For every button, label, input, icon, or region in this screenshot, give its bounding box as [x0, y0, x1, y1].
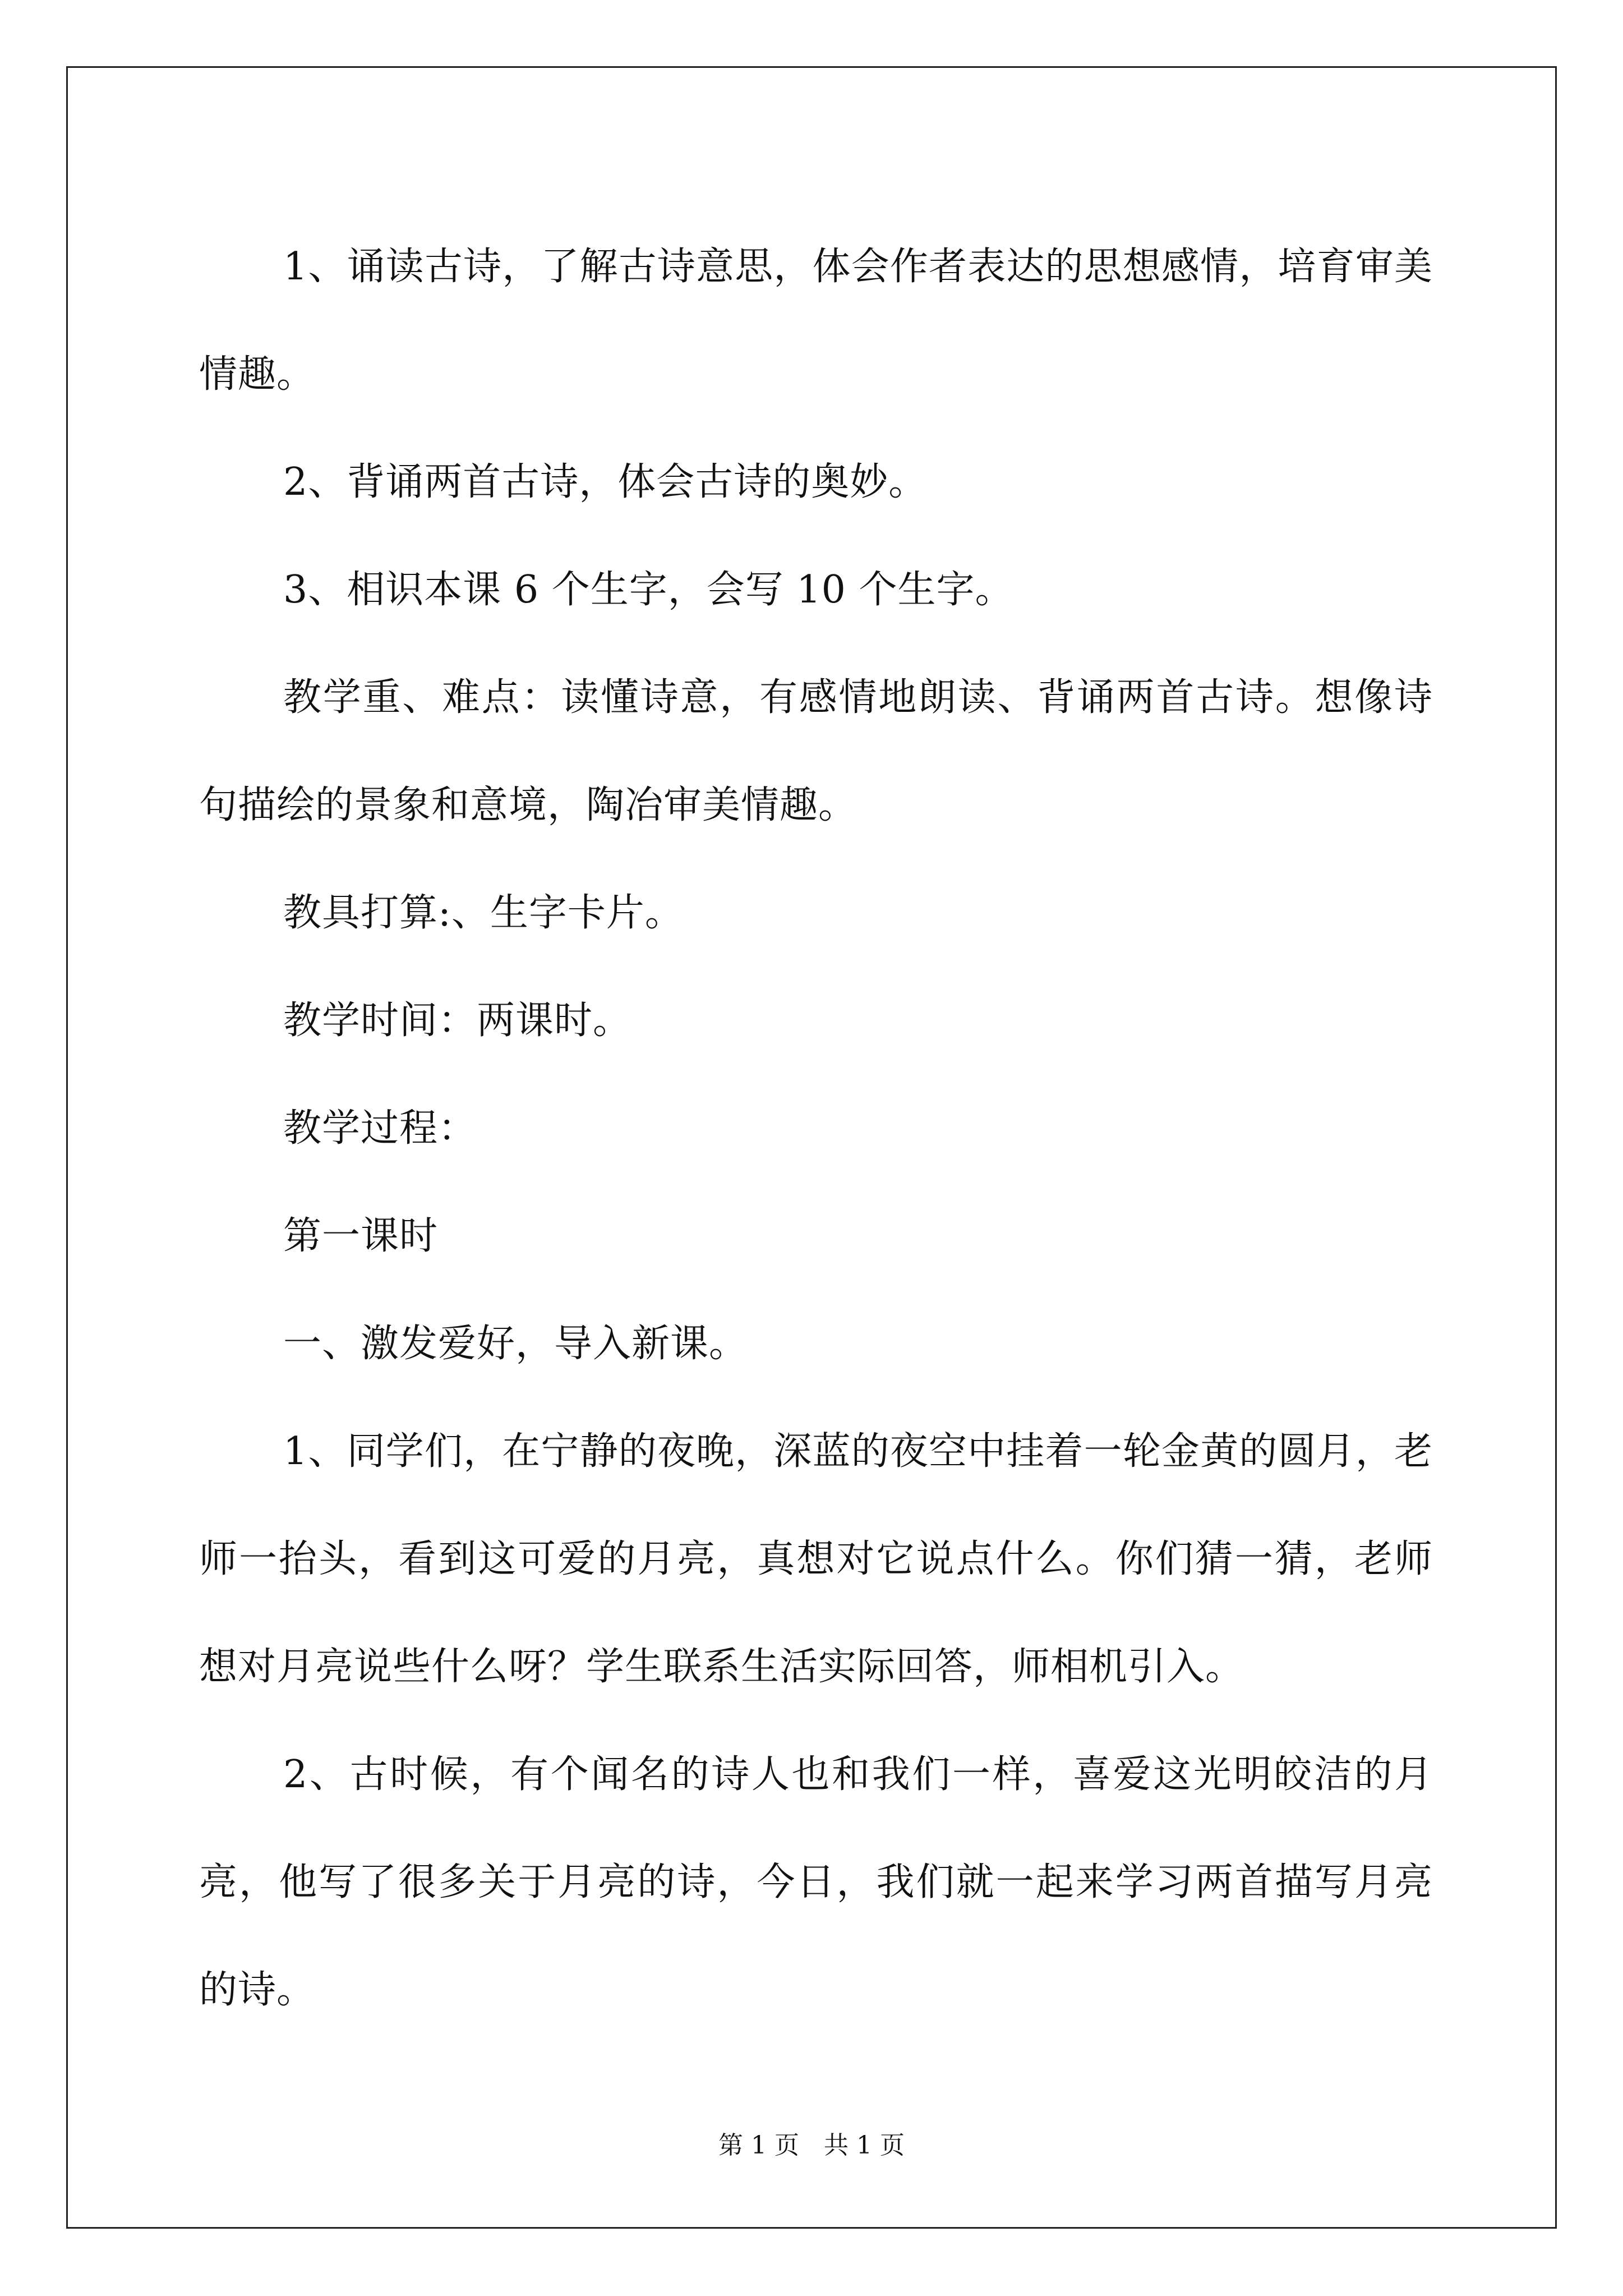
paragraph-objective-2: 2、背诵两首古诗，体会古诗的奥妙。 [283, 460, 928, 504]
paragraph-objective-3: 3、相识本课 6 个生字，会写 10 个生字。 [283, 568, 1014, 612]
paragraph-intro-1: 1、同学们，在宁静的夜晚，深蓝的夜空中挂着一轮金黄的圆月，老师一抬头，看到这可爱的月亮，真想对它说点什么。你们猜一猜，老师想对月亮说些什么呀？学生联系生活实际回答，师相机引入。 [199, 1429, 1433, 1689]
paragraph-section-one: 一、激发爱好，导入新课。 [283, 1322, 748, 1366]
paragraph-teaching-process: 教学过程： [283, 1106, 477, 1151]
paragraph-objective-1: 1、诵读古诗，了解古诗意思，体会作者表达的思想感情，培育审美情趣。 [199, 245, 1433, 397]
paragraph-teaching-aids: 教具打算:、生字卡片。 [283, 891, 684, 935]
paragraph-first-lesson: 第一课时 [283, 1214, 439, 1258]
paragraph-teaching-time: 教学时间：两课时。 [283, 999, 632, 1043]
paragraph-intro-2: 2、古时候，有个闻名的诗人也和我们一样，喜爱这光明皎洁的月亮，他写了很多关于月亮的诗，今日，我们就一起来学习两首描写月亮的诗。 [199, 1752, 1433, 2012]
document-body [199, 213, 1433, 2044]
page-footer: 第 1 页 共 1 页 [718, 2131, 905, 2160]
paragraph-key-points: 教学重、难点：读懂诗意，有感情地朗读、背诵两首古诗。想像诗句描绘的景象和意境，陶冶审美情趣。 [199, 675, 1433, 827]
